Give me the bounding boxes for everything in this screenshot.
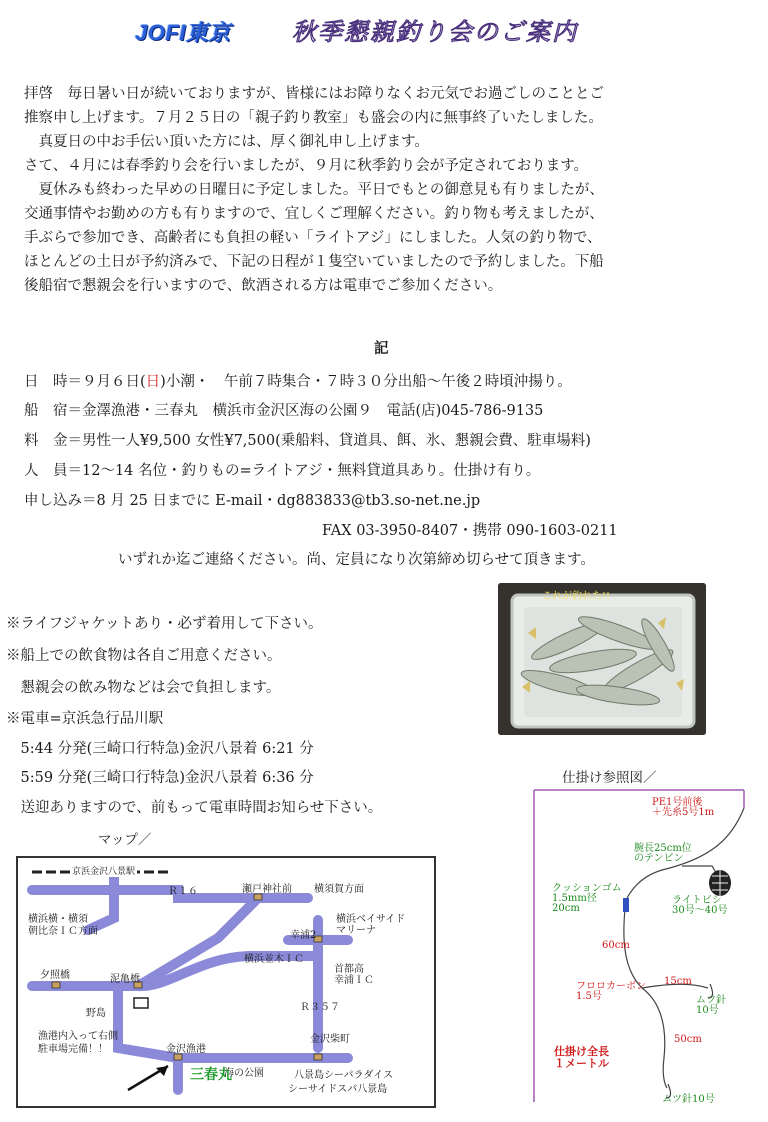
map-label-hakkeijima: 八景島シーパラダイス bbox=[294, 1070, 394, 1081]
rig-label-len50: 50cm bbox=[674, 1034, 702, 1045]
intro-line: ほとんどの土日が予約済みで、下記の日程が１隻空いていましたので予約しました。下船 bbox=[24, 254, 604, 270]
map-label-sachiura: 首都高 幸浦ＩＣ bbox=[334, 964, 374, 986]
intro-line: 交通事情やお勤めの方も有りますので、宜しくご理解ください。釣り物も考えましたが、 bbox=[24, 206, 604, 222]
rig-label-tenbin: 腕長25cm位 のテンビン bbox=[634, 843, 692, 864]
intro-line: 夏休みも終わった早めの日曜日に予定しました。平日でもとの御意見も有りましたが、 bbox=[24, 182, 604, 198]
rig-label-hook10a: ムツ針 10号 bbox=[696, 995, 726, 1016]
rig-label-fluoro: フロロカーボン 1.5号 bbox=[576, 981, 646, 1002]
date-prefix: 日 時＝９月６日( bbox=[24, 374, 146, 390]
note-item: ※ライフジャケットあり・必ず着用して下さい。 bbox=[6, 616, 323, 632]
ki-heading: 記 bbox=[374, 340, 389, 357]
map-label-nojima-jct: 瀬戸神社前 bbox=[242, 884, 292, 895]
catch-photo bbox=[498, 583, 706, 735]
rig-label-cushion: クッションゴム 1.5mm径 20cm bbox=[552, 883, 622, 914]
map-label-yokohama-yokosuka: 横浜横・横須 bbox=[28, 914, 88, 925]
detail-date bbox=[24, 370, 572, 391]
map-heading: マップ／ bbox=[98, 832, 152, 848]
map-label-r357: Ｒ３５７ bbox=[300, 1002, 340, 1013]
map-label-bayside: 横浜ベイサイド マリーナ bbox=[336, 914, 406, 936]
rig-heading: 仕掛け参照図／ bbox=[562, 770, 657, 786]
page-title: 秋季懇親釣り会のご案内 bbox=[292, 18, 578, 46]
map-label-koji2: 幸浦2 bbox=[290, 930, 317, 941]
map-label-umi-park: 海の公園 bbox=[224, 1068, 264, 1079]
map-label-seaside: シーサイドスパ八景島 bbox=[288, 1084, 388, 1095]
map-label-namiki: 横浜並木ＩＣ bbox=[244, 954, 304, 965]
catch-photo-illustration bbox=[498, 583, 706, 735]
rig-label-len60: 60cm bbox=[602, 940, 630, 951]
rig-label-hook10b: ムツ針10号 bbox=[662, 1094, 715, 1105]
detail-fee: 料 金＝男性一人¥9,500 女性¥7,500(乗船料、貸道具、餌、氷、懇親会費、駐車場料) bbox=[24, 433, 591, 449]
map-label-kanazawa-shop: 金沢柴町 bbox=[310, 1034, 350, 1045]
rig-label-total: 仕掛け全長 １メートル bbox=[554, 1045, 609, 1070]
intro-line: 拝啓 毎日暑い日が続いておりますが、皆様にはお障りなくお元気でお過ごしのこととご bbox=[24, 86, 604, 102]
intro-text bbox=[24, 82, 752, 298]
rig-diagram bbox=[532, 788, 754, 1104]
map-label-asahina: 朝比奈ＩＣ方面 bbox=[28, 926, 98, 937]
note-item: 5:59 分発(三崎口行特急)金沢八景着 6:36 分 bbox=[6, 770, 314, 786]
intro-line: 手ぶらで参加でき、高齢者にも負担の軽い「ライトアジ」にしました。人気の釣り物で、 bbox=[24, 230, 602, 246]
map-label-yubashi: 夕照橋 bbox=[40, 970, 70, 981]
intro-line: さて、４月には春季釣り会を行いましたが、９月に秋季釣り会が予定されております。 bbox=[24, 158, 589, 174]
detail-contact: いずれか迄ご連絡ください。尚、定員になり次第締め切らせて頂きます。 bbox=[118, 552, 595, 568]
note-item: ※電車=京浜急行品川駅 bbox=[6, 711, 164, 727]
intro-line: 後船宿で懇親会を行いますので、飲酒される方は電車でご参加ください。 bbox=[24, 278, 503, 294]
map-label-yokosuka: 横須賀方面 bbox=[314, 884, 364, 895]
club-logo: JOFI東京 bbox=[135, 20, 231, 45]
date-day: 日 bbox=[145, 374, 161, 390]
map-label-boat-name: 三春丸 bbox=[190, 1067, 232, 1083]
map-note: 漁港内入って右側 駐車場完備！！ bbox=[38, 1031, 118, 1055]
photo-caption: これが釣れた!! bbox=[542, 591, 611, 602]
note-item: 懇親会の飲み物などは会で負担します。 bbox=[6, 680, 281, 696]
detail-apply: 申し込み＝8 月 25 日までに E-mail・dg883833@tb3.so-net.ne.jp bbox=[24, 493, 481, 509]
intro-line: 真夏日の中お手伝い頂いた方には、厚く御礼申し上げます。 bbox=[24, 134, 429, 150]
access-map bbox=[16, 856, 436, 1108]
rig-label-len15: 15cm bbox=[664, 976, 692, 987]
map-label-nojima: 野島 bbox=[86, 1008, 106, 1019]
date-suffix: )小潮・ 午前７時集合・７時３０分出船～午後２時頃沖揚り。 bbox=[160, 374, 572, 390]
note-item: 5:44 分発(三崎口行特急)金沢八景着 6:21 分 bbox=[6, 741, 314, 757]
map-label-r16: Ｒ１６ bbox=[168, 886, 198, 897]
map-label-station: 京浜金沢八景駅 bbox=[70, 864, 137, 877]
detail-boat: 船 宿＝金澤漁港・三春丸 横浜市金沢区海の公園９ 電話(店)045-786-9135 bbox=[24, 403, 544, 419]
map-label-kamiya: 泥亀橋 bbox=[110, 974, 140, 985]
map-label-kanazawa-port: 金沢漁港 bbox=[166, 1044, 206, 1055]
rig-label-light: ライトビシ 30号～40号 bbox=[672, 895, 728, 916]
note-item: ※船上での飲食物は各自ご用意ください。 bbox=[6, 648, 282, 664]
intro-line: 推察申し上げます。７月２５日の「親子釣り教室」も盛会の内に無事終了いたしました。 bbox=[24, 110, 603, 126]
detail-fax: FAX 03-3950-8407・携帯 090-1603-0211 bbox=[322, 523, 618, 539]
rig-label-pe: PE1号前後 ＋先糸5号1m bbox=[652, 797, 715, 818]
detail-people: 人 員＝12～14 名位・釣りもの=ライトアジ・無料貸道具あり。仕掛け有り。 bbox=[24, 463, 541, 479]
note-item: 送迎ありますので、前もって電車時間お知らせ下さい。 bbox=[6, 800, 383, 816]
